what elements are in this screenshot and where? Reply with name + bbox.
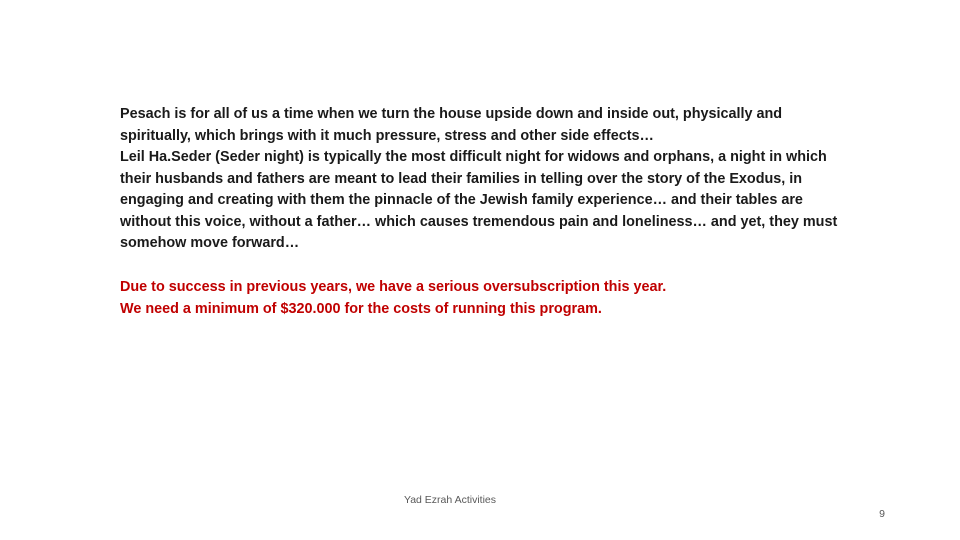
seder-paragraph: Leil Ha.Seder (Seder night) is typically the most difficult night for widows and orphans, a night in which their husbands and fathers are meant to lead their families in telling over the story of the Exodus, in engaging and creating with them the pinnacle of the Jewish family experience… and their tables are without this voice, without a father… which causes tremendous pain and loneliness… and yet, they must somehow move forward… [120, 149, 838, 251]
intro-paragraph: Pesach is for all of us a time when we turn the house upside down and inside out, physically and spiritually, which brings with it much pressure, stress and other side effects… [120, 106, 783, 144]
highlight-block [120, 277, 850, 320]
page-number: 9 [879, 508, 885, 520]
funding-need-line: We need a minimum of $320.000 for the costs of running this program. [120, 300, 602, 317]
oversubscription-line: Due to success in previous years, we have a serious oversubscription this year. [120, 279, 667, 295]
footer-label: Yad Ezrah Activities [403, 494, 496, 506]
body-text-block [120, 104, 850, 255]
